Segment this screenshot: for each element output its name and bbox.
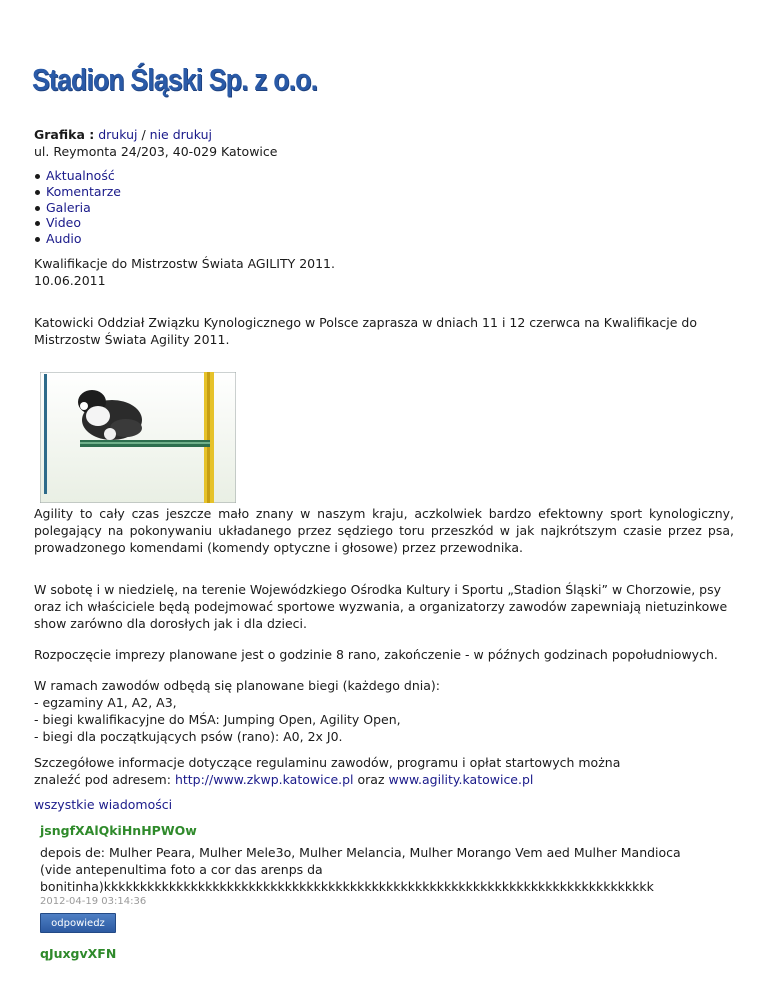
article-header — [34, 255, 335, 289]
nav-item-aktualnosc — [34, 168, 121, 184]
comment — [40, 945, 730, 963]
no-print-link[interactable]: nie drukuj — [149, 127, 212, 142]
schedule-item-3: - biegi dla początkujących psów (rano): A0, 2x J0. — [34, 729, 343, 744]
article-paragraph-1: Agility to cały czas jeszcze mało znany w naszym kraju, aczkolwiek bardzo efektowny sport kynologiczny, polegający na pokonywaniu układanego przez sędziego toru przeszkód w jak najkrótszym czasie przez psa, prowadzonego komendami (komendy optyczne i głosowe) przez przewodnika. — [34, 506, 734, 555]
info-address-prefix: znaleźć pod adresem: — [34, 772, 171, 787]
reply-button[interactable]: odpowiedz — [40, 913, 116, 933]
article-date: 10.06.2011 — [34, 273, 106, 288]
all-news-link[interactable]: wszystkie wiadomości — [34, 797, 173, 812]
nav-link-komentarze[interactable]: Komentarze — [46, 183, 121, 199]
agility-link[interactable]: www.agility.katowice.pl — [388, 772, 534, 787]
site-logo[interactable]: Stadion Śląski Sp. z o.o. — [32, 62, 318, 97]
article-paragraph-4 — [34, 677, 734, 745]
nav-item-audio — [34, 231, 121, 247]
schedule-item-1: - egzaminy A1, A2, A3, — [34, 695, 177, 710]
article-paragraph-5 — [34, 754, 734, 788]
nav-item-video — [34, 215, 121, 231]
zkwp-link[interactable]: http://www.zkwp.katowice.pl — [174, 772, 354, 787]
print-link[interactable]: drukuj — [98, 127, 138, 142]
nav-link-galeria[interactable]: Galeria — [46, 199, 91, 215]
info-text: Szczegółowe informacje dotyczące regulaminu zawodów, programu i opłat startowych można — [34, 755, 621, 770]
grafika-label: Grafika : — [34, 127, 95, 142]
comment-text: depois de: Mulher Peara, Mulher Mele3o, Mulher Melancia, Mulher Morango Vem aed Mulher Mandioca (vide antepenultima foto a cor das arenps da bonitinha)kkkkkkkkkkkkkkkkkkkkkkkkkkkkkkkkkkkkkkkkkkkkkkkkkkkkkkkkkkkkkkkkkkkkkkkkkkkk — [40, 845, 681, 894]
comment-author: qJuxgvXFN — [40, 946, 117, 961]
article-paragraph-2: W sobotę i w niedzielę, na terenie Wojewódzkiego Ośrodka Kultury i Sportu „Stadion Śląski” w Chorzowie, psy oraz ich właściciele będą podejmować sportowe wyzwania, a organizatorzy zawodów zapewniają nietuzinkowe show zarówno dla dorosłych jak i dla dzieci. — [34, 582, 728, 631]
article-image — [40, 372, 236, 503]
comment-author: jsngfXAlQkiHnHPWOw — [40, 823, 197, 838]
separator: / — [141, 127, 146, 142]
info-and: oraz — [357, 772, 385, 787]
nav-item-galeria — [34, 200, 121, 216]
article-paragraph-3: Rozpoczęcie imprezy planowane jest o godzinie 8 rano, zakończenie - w późnych godzinach popołudniowych. — [34, 647, 718, 662]
nav-link-video[interactable]: Video — [46, 215, 82, 231]
schedule-intro: W ramach zawodów odbędą się planowane biegi (każdego dnia): — [34, 678, 440, 693]
nav-link-audio[interactable]: Audio — [46, 231, 82, 247]
article-nav — [34, 168, 121, 247]
comment — [40, 822, 730, 933]
article-title: Kwalifikacje do Mistrzostw Świata AGILITY 2011. — [34, 256, 335, 271]
article-lead: Katowicki Oddział Związku Kynologicznego w Polsce zaprasza w dniach 11 i 12 czerwca na Kwalifikacje do Mistrzostw Świata Agility 2011. — [34, 315, 697, 347]
nav-link-aktualnosc[interactable]: Aktualność — [46, 168, 115, 183]
print-options — [34, 126, 277, 160]
schedule-item-2: - biegi kwalifikacyjne do MŚA: Jumping Open, Agility Open, — [34, 712, 401, 727]
address: ul. Reymonta 24/203, 40-029 Katowice — [34, 144, 278, 159]
nav-item-komentarze — [34, 184, 121, 200]
comment-date: 2012-04-19 03:14:36 — [40, 896, 147, 907]
agility-dog-illustration — [40, 372, 236, 503]
